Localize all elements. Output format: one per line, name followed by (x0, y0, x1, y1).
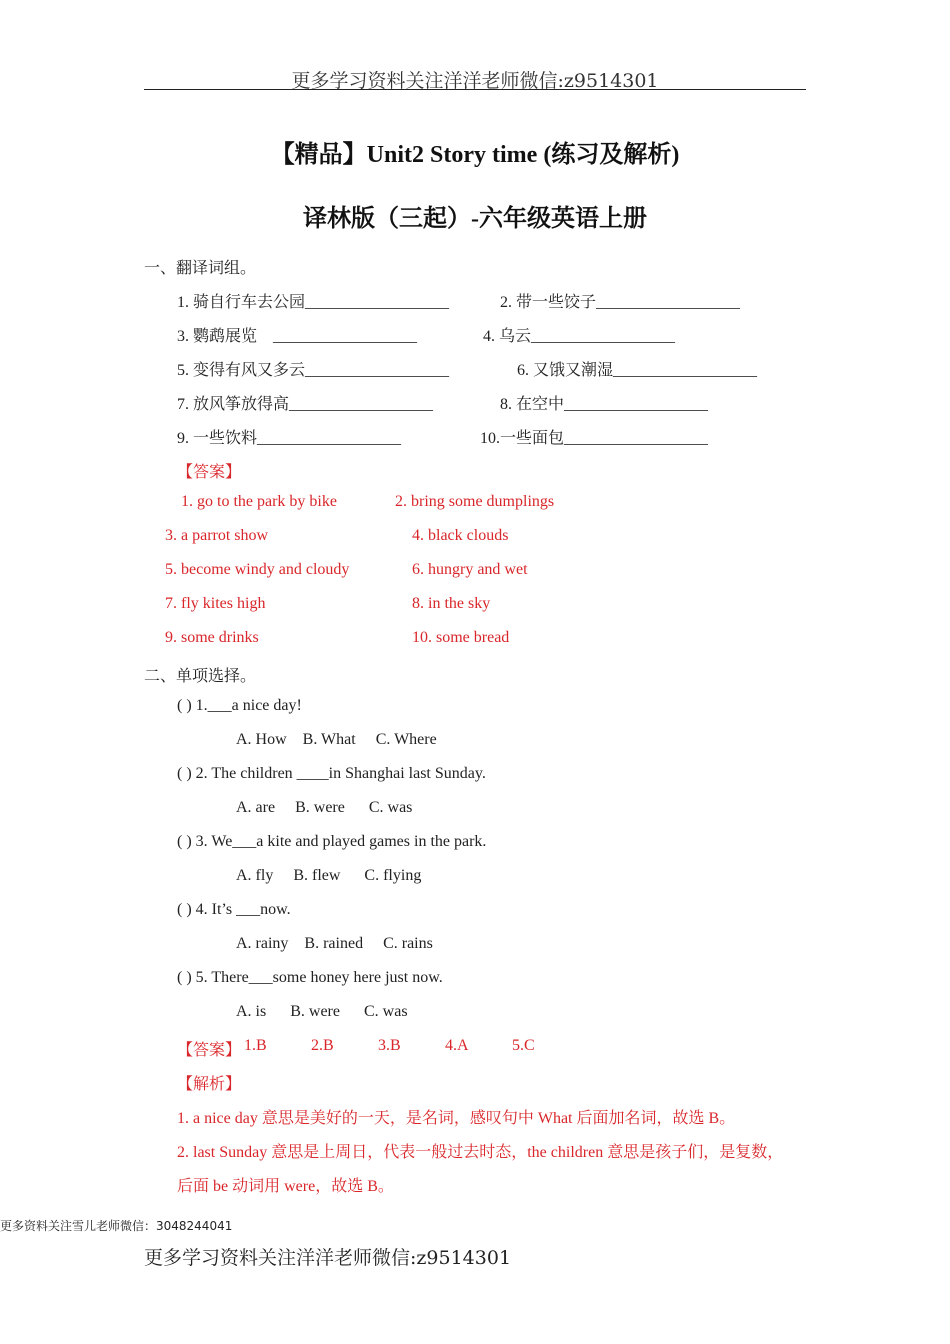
translate-item: 3. 鹦鹉展览 __________________ (177, 328, 418, 345)
translate-item: 7. 放风筝放得高__________________ (177, 396, 434, 413)
translate-item: 5. 变得有风又多云__________________ (177, 362, 450, 379)
question-text: ( ) 1.___a nice day! (177, 697, 302, 714)
translate-answer: 3. a parrot show (165, 527, 269, 544)
doc-title-line2: 译林版（三起）-六年级英语上册 (303, 206, 647, 232)
translate-answer: 2. bring some dumplings (395, 493, 555, 510)
question-options: A. is B. were C. was (236, 1003, 408, 1020)
translate-item: 10.一些面包__________________ (480, 430, 709, 447)
translate-item: 6. 又饿又潮湿__________________ (517, 362, 758, 379)
doc-title-line1: 【精品】Unit2 Story time (练习及解析) (270, 142, 680, 168)
analysis-label: 【解析】 (177, 1076, 242, 1093)
translate-answer: 9. some drinks (165, 629, 259, 646)
question-text: ( ) 4. It’s ___now. (177, 901, 291, 918)
translate-answer: 1. go to the park by bike (181, 493, 337, 510)
analysis-line: 1. a nice day 意思是美好的一天，是名词，感叹句中 What 后面加名词，故选 B。 (177, 1110, 736, 1127)
analysis-line: 后面 be 动词用 were，故选 B。 (177, 1178, 394, 1195)
translate-answer: 10. some bread (412, 629, 510, 646)
translate-answer: 4. black clouds (412, 527, 509, 544)
choice-answer: 3.B (378, 1037, 401, 1054)
question-text: ( ) 5. There___some honey here just now. (177, 969, 443, 986)
question-options: A. rainy B. rained C. rains (236, 935, 433, 952)
question-options: A. How B. What C. Where (236, 731, 437, 748)
translate-item: 2. 带一些饺子__________________ (500, 294, 741, 311)
section1-answer-label: 【答案】 (177, 464, 242, 481)
translate-answer: 7. fly kites high (165, 595, 266, 612)
question-text: ( ) 3. We___a kite and played games in the park. (177, 833, 487, 850)
analysis-line: 2. last Sunday 意思是上周日，代表一般过去时态，the children 意思是孩子们，是复数， (177, 1144, 784, 1161)
translate-item: 4. 乌云__________________ (483, 328, 676, 345)
choice-answer: 1.B (244, 1037, 267, 1054)
question-options: A. are B. were C. was (236, 799, 413, 816)
page-footer: 更多学习资料关注洋洋老师微信:z9514301 (144, 1247, 512, 1269)
footer-small-note: 更多资料关注雪儿老师微信：3048244041 (0, 1219, 233, 1233)
translate-item: 1. 骑自行车去公园__________________ (177, 294, 450, 311)
header-divider (144, 89, 806, 90)
translate-answer: 5. become windy and cloudy (165, 561, 350, 578)
question-options: A. fly B. flew C. flying (236, 867, 422, 884)
question-text: ( ) 2. The children ____in Shanghai last Sunday. (177, 765, 486, 782)
choice-answer: 4.A (445, 1037, 469, 1054)
choice-answer: 5.C (512, 1037, 535, 1054)
section2-answer-label: 【答案】 (177, 1042, 242, 1059)
translate-answer: 6. hungry and wet (412, 561, 528, 578)
section1-heading: 一、翻译词组。 (144, 260, 257, 277)
choice-answer: 2.B (311, 1037, 334, 1054)
page-header: 更多学习资料关注洋洋老师微信:z9514301 (291, 70, 659, 92)
translate-item: 9. 一些饮料__________________ (177, 430, 402, 447)
section2-heading: 二、单项选择。 (144, 668, 257, 685)
translate-item: 8. 在空中__________________ (500, 396, 709, 413)
translate-answer: 8. in the sky (412, 595, 491, 612)
